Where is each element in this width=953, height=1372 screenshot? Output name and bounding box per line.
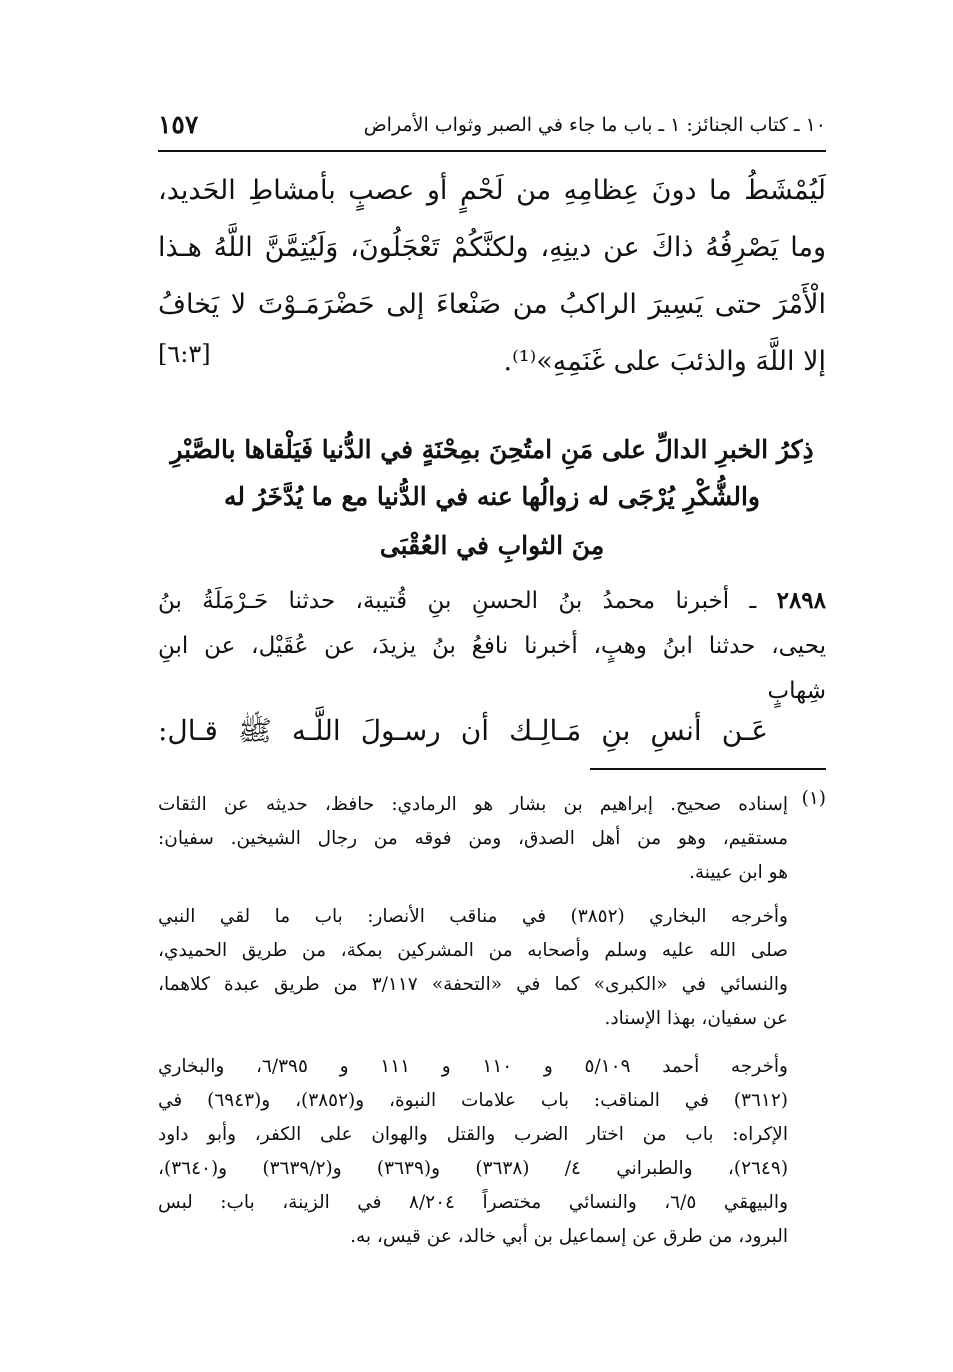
footnote-line-6: والنسائي في «الكبرى» كما في «التحفة» ٣/١١٧ من طريق عبدة كلاهما، [158,974,788,995]
footnote-line-4: وأخرجه البخاري (٣٨٥٢) في مناقب الأنصار: باب ما لقي النبي [158,906,788,927]
matn-opening: عَـن أنسِ بنِ مَـالِـك أن رسـولَ اللَّـه ﷺ قـال: [158,714,768,747]
isnad-line-3: شِهابٍ [767,678,826,704]
running-head: ١٠ ـ كتاب الجنائز: ١ ـ باب ما جاء في الصبر وثواب الأمراض [363,114,826,136]
hadith-line-2: وما يَصْرِفُهُ ذاكَ عن دينِهِ، ولكنَّكُمْ تَعْجَلُونَ، وَلَيُتِمَّنَّ اللَّهُ هـذا [158,232,826,263]
reference-label: [٦:٣] [158,340,211,368]
footnote-line-10: الإكراه: باب من اختار الضرب والقتل والهوان على الكفر، وأبو داود [158,1124,788,1145]
hadith-line-1: لَيُمْشَطُ ما دونَ عِظامِهِ من لَحْمٍ أو عصبٍ بأمشاطِ الحَديد، [158,175,826,206]
footnote-rule [590,768,826,770]
chapter-title-line-1: ذِكرُ الخبرِ الدالِّ على مَنِ امتُحِنَ بمِحْنَةٍ في الدُّنيا فَيَلْقاها بالصَّبْرِ [170,435,814,464]
isnad-text-1: ـ أخبرنا محمدُ بنُ الحسنِ بنِ قُتيبة، حدثنا حَـرْمَلَةُ بنُ [158,588,757,614]
footnote-marker: (١) [801,788,826,809]
hadith-line-4: إلا اللَّهَ والذئبَ على غَنَمِهِ»⁽¹⁾. [503,346,826,377]
footnote-line-11: (٢٦٤٩)، والطبراني ٤/ (٣٦٣٨) و(٣٦٣٩) و(٣٦٣٩/٢) و(٣٦٤٠)، [158,1158,789,1179]
footnote-line-9: (٣٦١٢) في المناقب: باب علامات النبوة، و(٣٨٥٢)، و(٦٩٤٣) في [158,1090,788,1111]
footnote-line-1: إسناده صحيح. إبراهيم بن بشار هو الرمادي: حافظ، حديثه عن الثقات [158,794,788,815]
isnad-line-1 [158,578,826,624]
footnote-line-7: عن سفيان، بهذا الإسناد. [604,1008,788,1029]
page-header [158,110,826,146]
chapter-title-line-3: مِنَ الثوابِ في العُقْبَى [379,531,605,560]
footnote-line-12: والبيهقي ٦/٥، والنسائي مختصراً ٨/٢٠٤ في الزينة، باب: لبس [158,1192,788,1213]
header-rule [158,150,826,152]
footnote-line-2: مستقيم، وهو من أهل الصدق، ومن فوقه من رجال الشيخين. سفيان: [158,828,788,849]
footnote-line-8: وأخرجه أحمد ٥/١٠٩ و ١١٠ و ١١١ و ٦/٣٩٥، والبخاري [158,1056,788,1077]
footnote-line-5: صلى الله عليه وسلم وأصحابه من المشركين بمكة، من طريق الحميدي، [158,940,788,961]
footnote-line-13: البرود، من طرق عن إسماعيل بن أبي خالد، عن قيس، به. [350,1226,788,1247]
page-number: ١٥٧ [158,110,199,139]
hadith-number: ٢٨٩٨ [776,587,827,614]
isnad-line-2: يحيى، حدثنا ابنُ وهبٍ، أخبرنا نافعُ بنُ يزيدَ، عن عُقَيْل، عن ابنِ [158,633,826,659]
hadith-line-3: الْأَمْرَ حتى يَسِيرَ الراكبُ من صَنْعاءَ إلى حَضْرَمَـوْتَ لا يَخافُ [158,289,826,320]
footnote-line-3: هو ابن عيينة. [688,862,788,883]
chapter-title-line-2: والشُّكْرِ يُرْجَى له زوالُها عنه في الدُّنيا مع ما يُدَّخَرُ له [224,482,760,511]
